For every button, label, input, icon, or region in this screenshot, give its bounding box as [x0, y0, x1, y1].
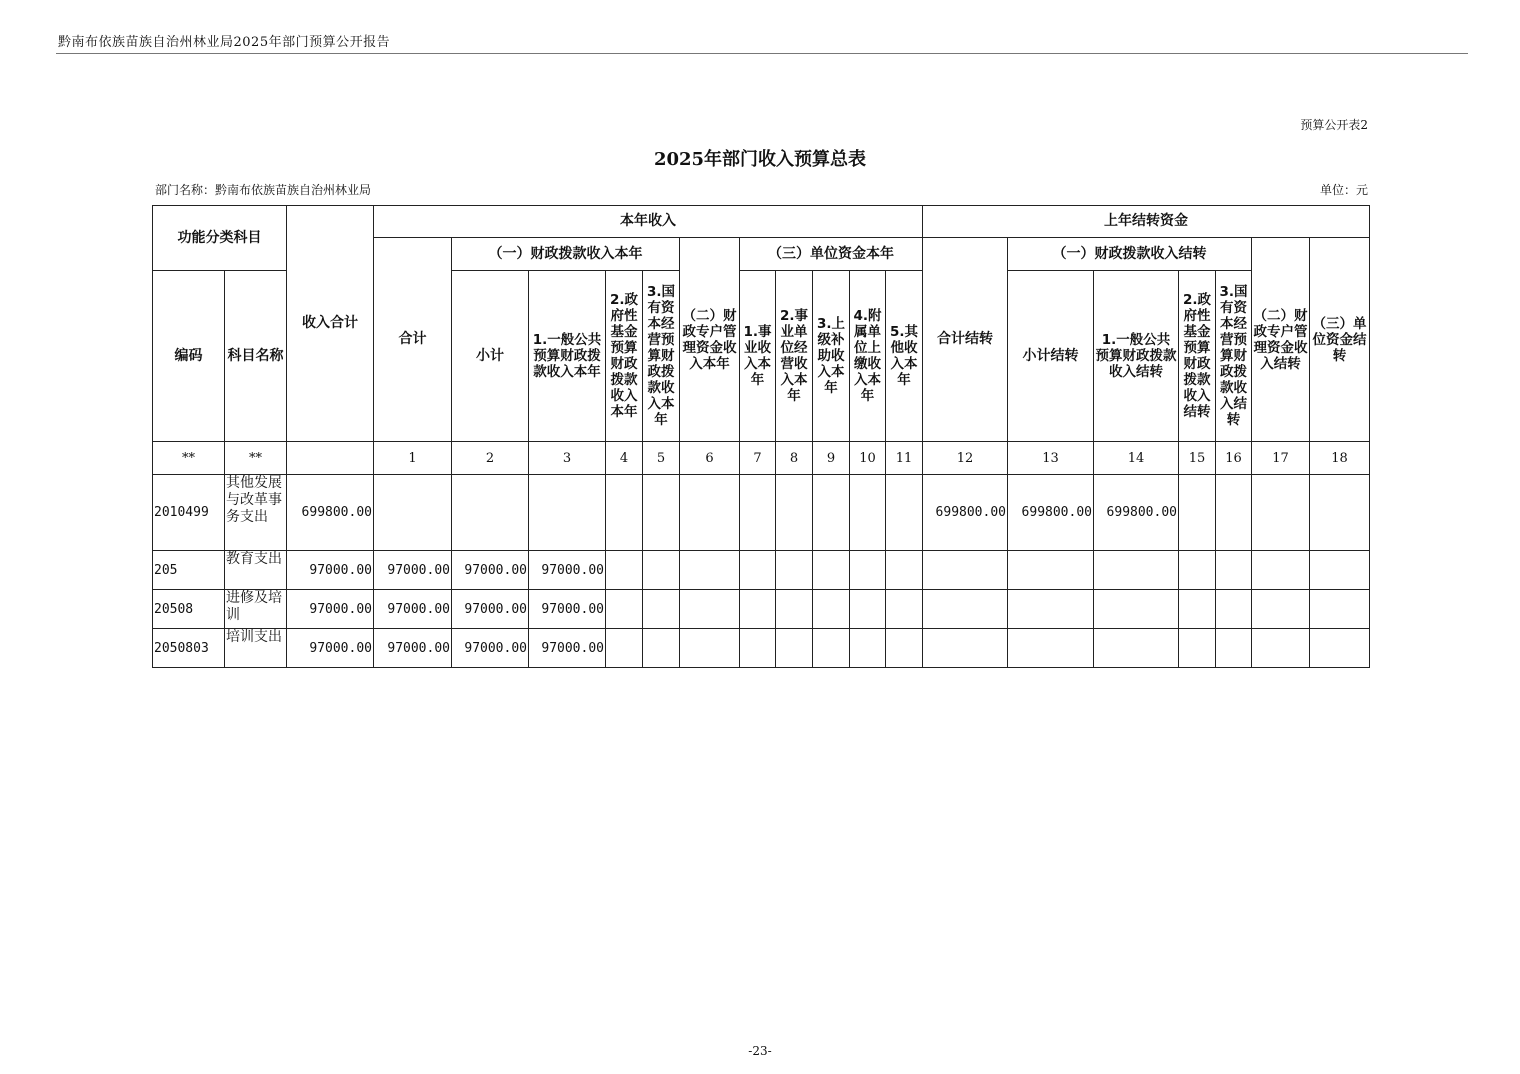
index-cell: 16: [1216, 442, 1252, 475]
cell-value: [643, 551, 680, 590]
cell-value: [680, 551, 740, 590]
column-index-row: [153, 442, 1370, 475]
cell-value: [643, 629, 680, 668]
row-code: 2010499: [153, 475, 225, 551]
cell-value: 97000.00: [287, 629, 374, 668]
cell-value: 97000.00: [374, 629, 452, 668]
cell-value: [1310, 590, 1370, 629]
cell-value: [1008, 590, 1094, 629]
row-code: 205: [153, 551, 225, 590]
document-header-title: 黔南布依族苗族自治州林业局2025年部门预算公开报告: [58, 35, 391, 50]
header-py-fiscal-group: （一）财政拨款收入结转: [1008, 238, 1252, 271]
index-cell: 9: [813, 442, 850, 475]
cell-value: 699800.00: [287, 475, 374, 551]
header-prev-year: 上年结转资金: [923, 206, 1370, 238]
cell-value: [886, 629, 923, 668]
index-cell: 3: [529, 442, 606, 475]
row-subject-name: 其他发展与改革事务支出: [225, 475, 287, 551]
cell-value: [1310, 551, 1370, 590]
index-cell: 2: [452, 442, 529, 475]
unit-label: 单位：元: [1319, 183, 1368, 197]
cell-value: [740, 551, 776, 590]
index-cell: 12: [923, 442, 1008, 475]
index-cell: 14: [1094, 442, 1179, 475]
header-current-year: 本年收入: [374, 206, 923, 238]
cell-value: 97000.00: [287, 551, 374, 590]
cell-value: [1179, 551, 1216, 590]
header-py-subtotal: 小计结转: [1008, 271, 1094, 442]
cell-value: [606, 475, 643, 551]
header-func-subject: 功能分类科目: [153, 206, 287, 271]
cell-value: 97000.00: [452, 551, 529, 590]
index-cell: 15: [1179, 442, 1216, 475]
cell-value: [776, 629, 813, 668]
header-py-general: 1.一般公共预算财政拨款收入结转: [1094, 271, 1179, 442]
cell-value: [643, 475, 680, 551]
report-title: 2025年部门收入预算总表: [653, 149, 867, 170]
index-cell: 5: [643, 442, 680, 475]
header-cy-subtotal: 小计: [452, 271, 529, 442]
index-cell: 8: [776, 442, 813, 475]
index-cell: 1: [374, 442, 452, 475]
row-subject-name: 培训支出: [225, 629, 287, 668]
header-cy-special-account: （二）财政专户管理资金收入本年: [680, 238, 740, 442]
index-cell: 17: [1252, 442, 1310, 475]
cell-value: [923, 590, 1008, 629]
header-py-total: 合计结转: [923, 238, 1008, 442]
header-code: 编码: [153, 271, 225, 442]
cell-value: [606, 590, 643, 629]
cell-value: [374, 475, 452, 551]
header-cy-unit-group: （三）单位资金本年: [740, 238, 923, 271]
header-cy-total: 合计: [374, 238, 452, 442]
cell-value: [776, 590, 813, 629]
cell-value: 97000.00: [374, 590, 452, 629]
table-row: [153, 590, 1370, 629]
cell-value: [1179, 475, 1216, 551]
cell-value: [1094, 590, 1179, 629]
cell-value: [1252, 590, 1310, 629]
cell-value: [1252, 629, 1310, 668]
header-cy-fiscal-group: （一）财政拨款收入本年: [452, 238, 680, 271]
cell-value: [1216, 590, 1252, 629]
cell-value: [643, 590, 680, 629]
cell-value: [813, 590, 850, 629]
cell-value: [740, 629, 776, 668]
cell-value: [813, 475, 850, 551]
index-cell: **: [153, 442, 225, 475]
index-cell: 6: [680, 442, 740, 475]
header-total-income: 收入合计: [287, 206, 374, 442]
cell-value: [606, 551, 643, 590]
row-code: 20508: [153, 590, 225, 629]
header-cy-gov-fund: 2.政府性基金预算财政拨款收入本年: [606, 271, 643, 442]
cell-value: [529, 475, 606, 551]
header-cy-other: 5.其他收入本年: [886, 271, 923, 442]
index-cell: **: [225, 442, 287, 475]
cell-value: [886, 475, 923, 551]
cell-value: 699800.00: [1008, 475, 1094, 551]
cell-value: [1252, 551, 1310, 590]
income-budget-table: [152, 205, 1370, 668]
header-cy-operating: 2.事业单位经营收入本年: [776, 271, 813, 442]
cell-value: [1216, 551, 1252, 590]
header-cy-affiliated: 4.附属单位上缴收入本年: [850, 271, 886, 442]
header-py-unit-funds: （三）单位资金结转: [1310, 238, 1370, 442]
cell-value: 97000.00: [452, 590, 529, 629]
cell-value: [1310, 629, 1370, 668]
cell-value: [1008, 629, 1094, 668]
index-cell: [287, 442, 374, 475]
cell-value: [1094, 551, 1179, 590]
cell-value: [1252, 475, 1310, 551]
header-py-special-account: （二）财政专户管理资金收入结转: [1252, 238, 1310, 442]
cell-value: 97000.00: [529, 629, 606, 668]
cell-value: [886, 551, 923, 590]
cell-value: [923, 629, 1008, 668]
cell-value: [850, 551, 886, 590]
cell-value: 97000.00: [452, 629, 529, 668]
cell-value: [776, 475, 813, 551]
cell-value: [923, 551, 1008, 590]
cell-value: [740, 590, 776, 629]
cell-value: [850, 475, 886, 551]
cell-value: [850, 629, 886, 668]
cell-value: 97000.00: [529, 551, 606, 590]
cell-value: [680, 629, 740, 668]
cell-value: 97000.00: [529, 590, 606, 629]
index-cell: 11: [886, 442, 923, 475]
page-number: -23-: [748, 1044, 772, 1058]
index-cell: 13: [1008, 442, 1094, 475]
header-cy-state-capital: 3.国有资本经营预算财政拨款收入本年: [643, 271, 680, 442]
cell-value: [1179, 629, 1216, 668]
cell-value: [1216, 629, 1252, 668]
cell-value: [813, 551, 850, 590]
cell-value: [680, 475, 740, 551]
cell-value: [1310, 475, 1370, 551]
cell-value: [850, 590, 886, 629]
cell-value: [886, 590, 923, 629]
cell-value: [1094, 629, 1179, 668]
table-row: [153, 475, 1370, 551]
cell-value: [606, 629, 643, 668]
header-divider: [56, 53, 1468, 54]
row-code: 2050803: [153, 629, 225, 668]
cell-value: [813, 629, 850, 668]
cell-value: 97000.00: [287, 590, 374, 629]
table-row: [153, 629, 1370, 668]
header-py-gov-fund: 2.政府性基金预算财政拨款收入结转: [1179, 271, 1216, 442]
index-cell: 7: [740, 442, 776, 475]
cell-value: [1179, 590, 1216, 629]
cell-value: [680, 590, 740, 629]
header-py-state-capital: 3.国有资本经营预算财政拨款收入结转: [1216, 271, 1252, 442]
cell-value: [1008, 551, 1094, 590]
header-cy-general: 1.一般公共预算财政拨款收入本年: [529, 271, 606, 442]
cell-value: 97000.00: [374, 551, 452, 590]
cell-value: [776, 551, 813, 590]
header-subject-name: 科目名称: [225, 271, 287, 442]
cell-value: 699800.00: [1094, 475, 1179, 551]
header-cy-business: 1.事业收入本年: [740, 271, 776, 442]
index-cell: 4: [606, 442, 643, 475]
index-cell: 10: [850, 442, 886, 475]
cell-value: [740, 475, 776, 551]
table-number: 预算公开表2: [1300, 118, 1368, 132]
department-name: 部门名称：黔南布依族苗族自治州林业局: [155, 183, 372, 197]
cell-value: [1216, 475, 1252, 551]
header-cy-superior: 3.上级补助收入本年: [813, 271, 850, 442]
row-subject-name: 进修及培训: [225, 590, 287, 629]
table-row: [153, 551, 1370, 590]
row-subject-name: 教育支出: [225, 551, 287, 590]
index-cell: 18: [1310, 442, 1370, 475]
cell-value: 699800.00: [923, 475, 1008, 551]
cell-value: [452, 475, 529, 551]
